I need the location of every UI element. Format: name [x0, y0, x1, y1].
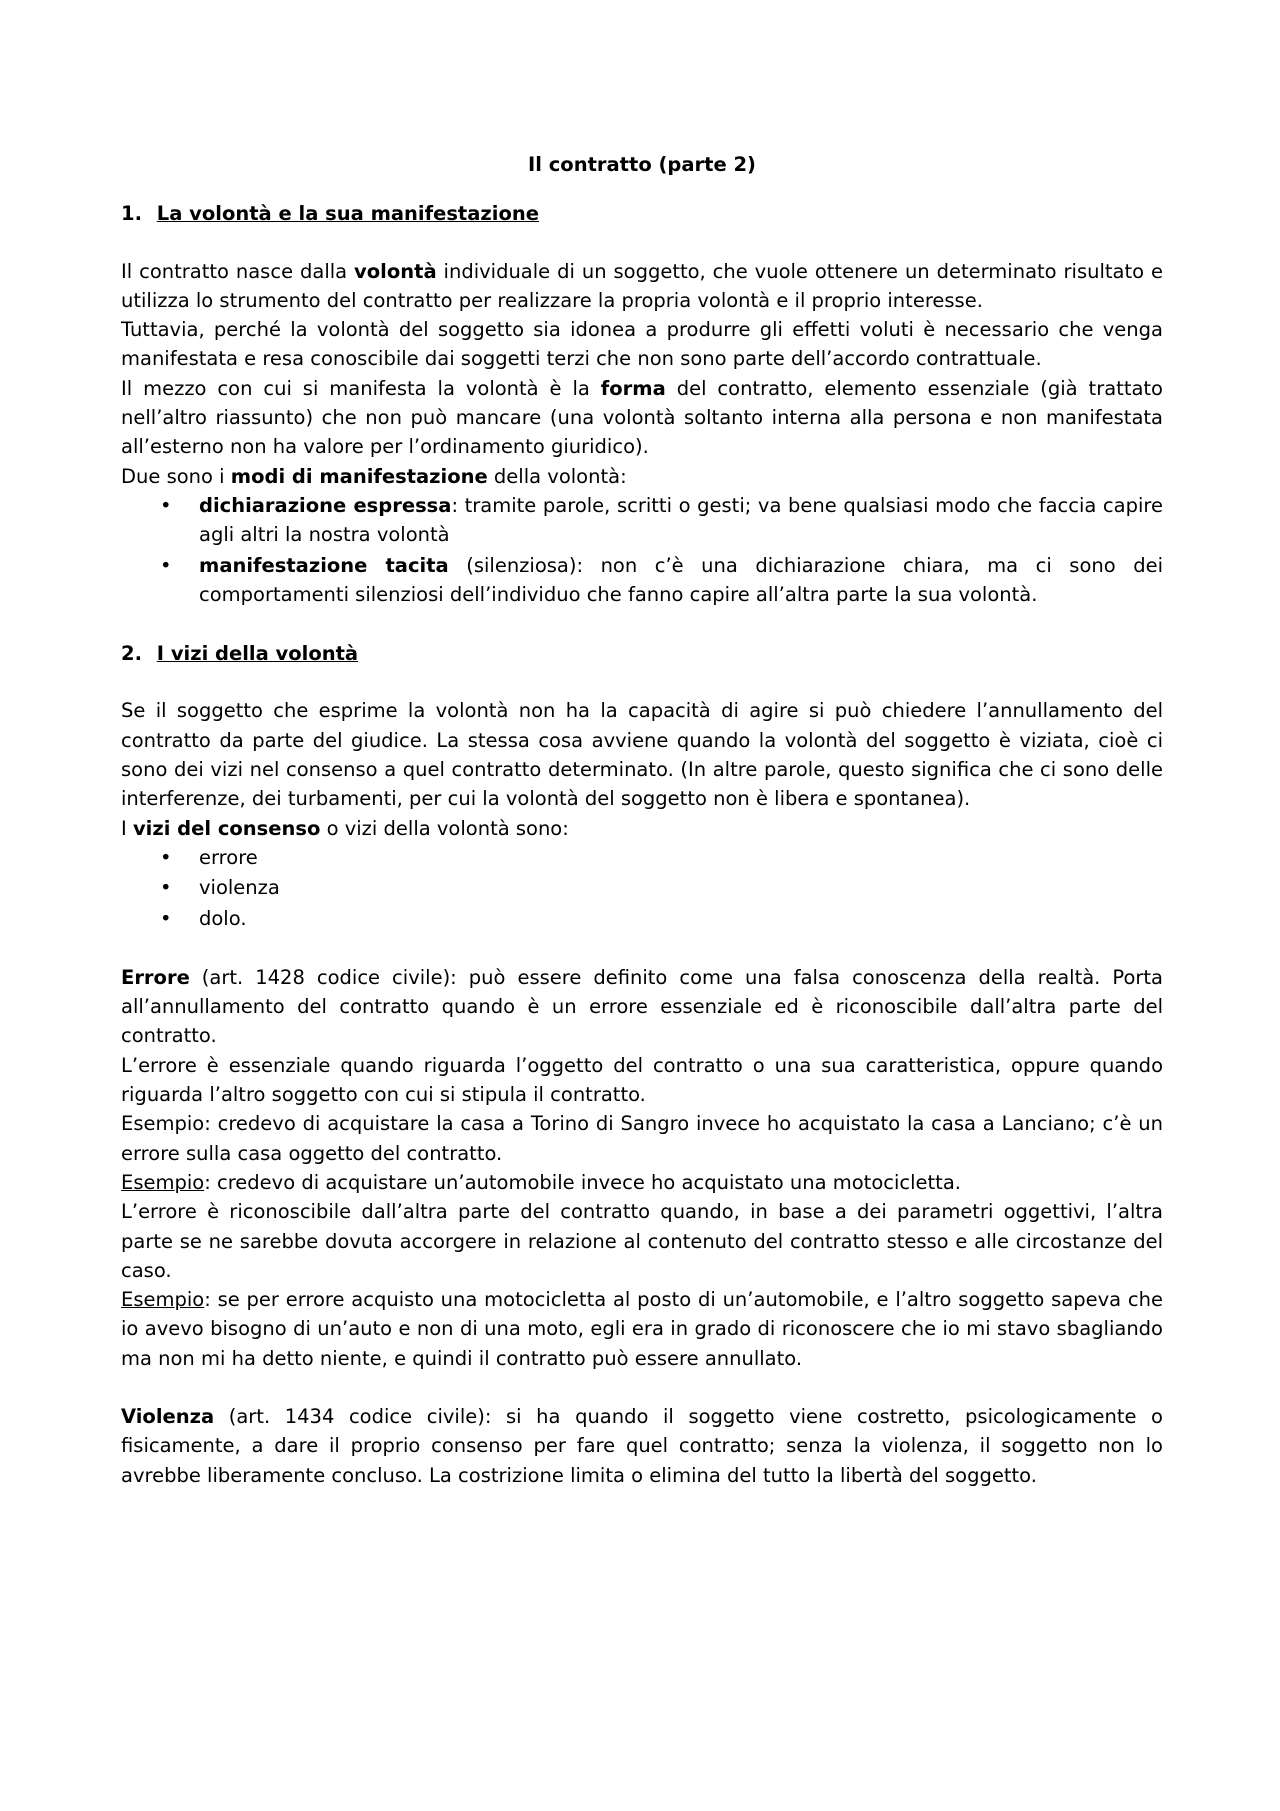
spacer	[121, 610, 1163, 639]
paragraph	[121, 1168, 1163, 1197]
underlined-label: Esempio	[121, 1170, 205, 1194]
text-run: Due sono i	[121, 464, 231, 488]
underlined-label: Esempio	[121, 1288, 205, 1312]
list-item	[121, 491, 1163, 550]
paragraph	[121, 1402, 1163, 1490]
paragraph: Tuttavia, perché la volontà del soggetto sia idonea a produrre gli effetti voluti è necessario che venga manifestata e resa conoscibile dai soggetti terzi che non sono parte dell’accordo contrattuale.	[121, 318, 1163, 371]
bold-term: manifestazione tacita	[199, 553, 449, 577]
bold-term: vizi del consenso	[132, 816, 321, 840]
bullet-icon: •	[160, 876, 172, 900]
text-run: o vizi della volontà sono:	[320, 816, 569, 840]
bold-term: forma	[600, 376, 666, 400]
section-number: 1.	[121, 202, 142, 226]
text-run: del contratto, elemento essenziale (già trattato nell’altro riassunto) che non può mancare (una volontà soltanto interna alla persona e non manifestata all’esterno non ha valore per l’ordinamento giuridico).	[121, 376, 1163, 459]
bold-term: Violenza	[121, 1404, 215, 1428]
paragraph: Se il soggetto che esprime la volontà non ha la capacità di agire si può chiedere l’annullamento del contratto da parte del giudice. La stessa cosa avviene quando la volontà del soggetto è viziata, cioè ci sono dei vizi nel consenso a quel contratto determinato. (In altre parole, questo significa che ci sono delle interferenze, dei turbamenti, per cui la volontà del soggetto non è libera e spontanea).	[121, 699, 1163, 811]
text-run: (silenziosa): non c’è una dichiarazione chiara, ma ci sono dei comportamenti silenziosi dell’individuo che fanno capire all’altra parte la sua volontà.	[199, 553, 1163, 606]
text-run: della volontà:	[487, 464, 627, 488]
text-run: individuale di un soggetto, che vuole ottenere un determinato risultato e utilizza lo strumento del contratto per realizzare la propria volontà e il proprio interesse.	[121, 259, 1163, 312]
paragraph	[121, 814, 1163, 843]
text-run: : credevo di acquistare un’automobile invece ho acquistato una motocicletta.	[204, 1170, 961, 1194]
list-item	[121, 904, 1163, 933]
spacer	[121, 934, 1163, 963]
text-run: (art. 1434 codice civile): si ha quando il soggetto viene costretto, psicologicamente o fisicamente, a dare il proprio consenso per fare quel contratto; senza la violenza, il soggetto non lo avrebbe liberamente concluso. La costrizione limita o elimina del tutto la libertà del soggetto.	[121, 1404, 1163, 1487]
document-page	[121, 150, 1163, 1490]
paragraph	[121, 374, 1163, 462]
paragraph	[121, 1285, 1163, 1373]
bullet-icon: •	[160, 845, 172, 869]
text-run: : tramite parole, scritti o gesti; va bene qualsiasi modo che faccia capire agli altri la nostra volontà	[199, 493, 1163, 547]
list-item	[121, 551, 1163, 610]
page-title: Il contratto (parte 2)	[528, 153, 756, 176]
list-item	[121, 873, 1163, 902]
text-run: (art. 1428 codice civile): può essere definito come una falsa conoscenza della realtà. Porta all’annullamento del contratto quando è un errore essenziale ed è riconoscibile dall’altra parte del contratto.	[121, 965, 1163, 1048]
bullet-list	[121, 843, 1163, 933]
text-run: Il contratto nasce dalla	[121, 259, 355, 283]
paragraph	[121, 257, 1163, 316]
bullet-icon: •	[160, 493, 172, 517]
text-run: : se per errore acquisto una motocicletta al posto di un’automobile, e l’altro soggetto sapeva che io avevo bisogno di un’auto e non di una moto, egli era in grado di riconoscere che io mi stavo sbagliando ma non mi ha detto niente, e quindi il contratto può essere annullato.	[121, 1288, 1163, 1370]
paragraph: L’errore è essenziale quando riguarda l’oggetto del contratto o una sua caratteristica, oppure quando riguarda l’altro soggetto con cui si stipula il contratto.	[121, 1053, 1163, 1107]
paragraph	[121, 963, 1163, 1051]
paragraph: L’errore è riconoscibile dall’altra parte del contratto quando, in base a dei parametri oggettivi, l’altra parte se ne sarebbe dovuta accorgere in relazione al contenuto del contratto stesso e alle circostanze del caso.	[121, 1200, 1163, 1282]
bullet-icon: •	[160, 553, 172, 577]
bold-term: dichiarazione espressa	[199, 493, 452, 517]
bullet-icon: •	[160, 906, 172, 930]
section-number: 2.	[121, 642, 142, 666]
section-heading-2	[121, 639, 1163, 668]
section-title: La volontà e la sua manifestazione	[156, 202, 539, 226]
section-heading-1	[121, 199, 1163, 228]
text-run: errore	[199, 845, 258, 869]
paragraph	[121, 462, 1163, 491]
bold-term: modi di manifestazione	[230, 464, 488, 488]
paragraph: Esempio: credevo di acquistare la casa a Torino di Sangro invece ho acquistato la casa a Lanciano; c’è un errore sulla casa oggetto del contratto.	[121, 1112, 1163, 1165]
text-run: violenza	[199, 876, 280, 900]
text-run: I	[121, 816, 133, 840]
bold-term: Errore	[121, 965, 190, 989]
section-title: I vizi della volontà	[156, 642, 359, 666]
spacer	[121, 1373, 1163, 1402]
list-item	[121, 843, 1163, 872]
text-run: Il mezzo con cui si manifesta la volontà è la	[121, 376, 601, 400]
bold-term: volontà	[354, 259, 437, 283]
bullet-list	[121, 491, 1163, 609]
text-run: dolo.	[199, 906, 247, 930]
